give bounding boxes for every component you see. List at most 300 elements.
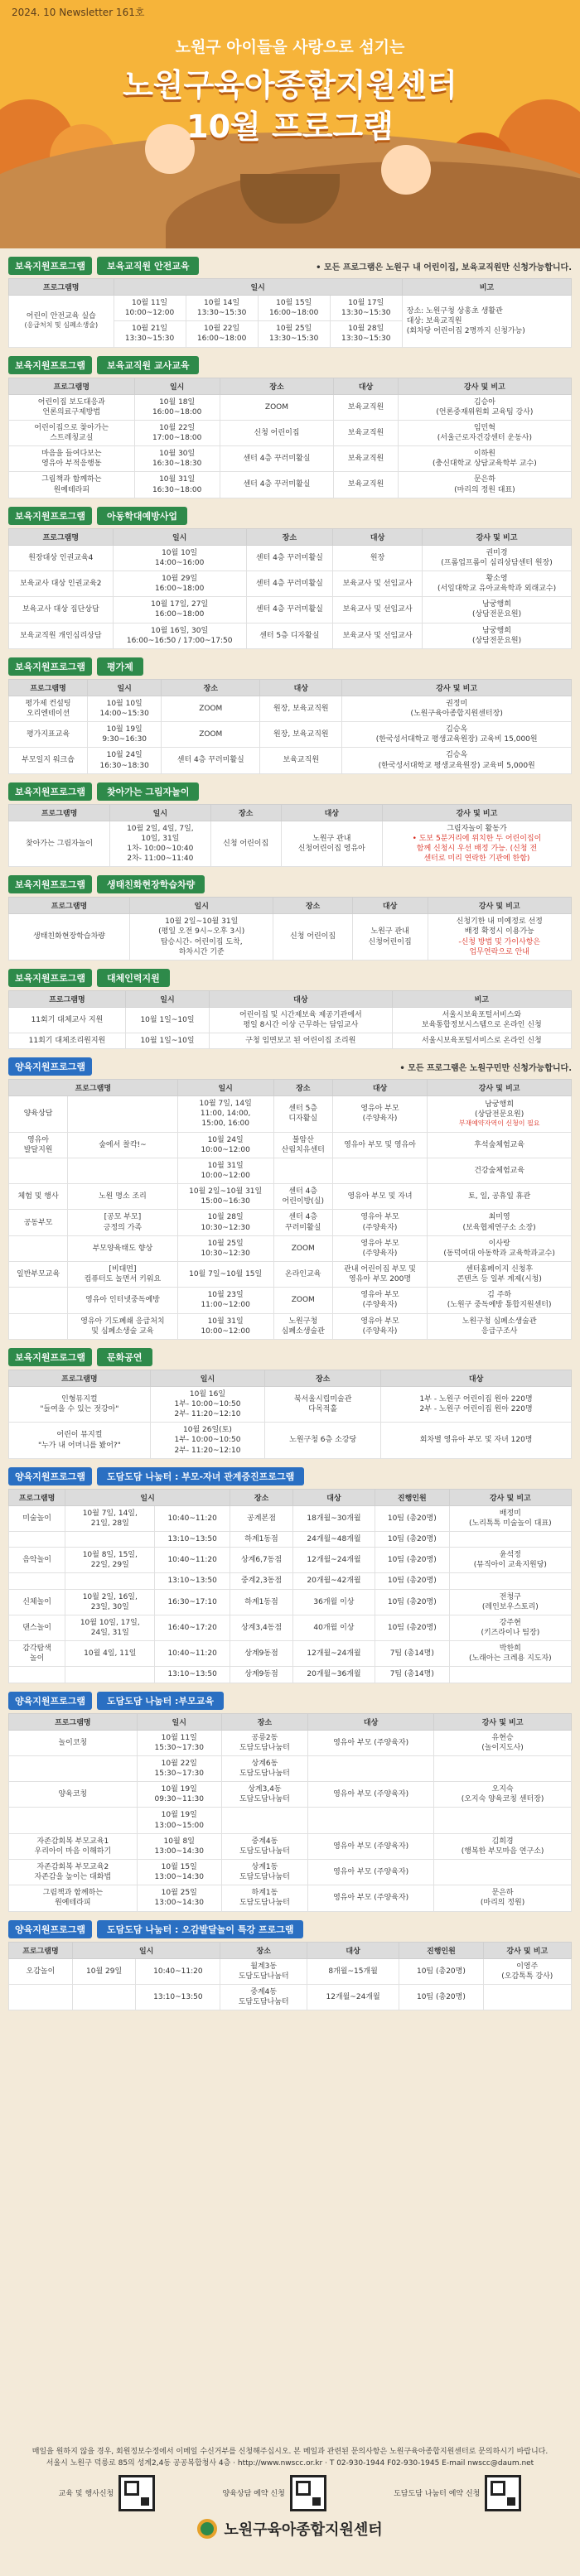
section-tag: 보육지원프로그램 bbox=[8, 507, 92, 525]
table-cell: 보육교직원 bbox=[334, 394, 399, 420]
table-row bbox=[9, 1589, 572, 1615]
table-cell: [비대면] 컴퓨터도 놀면서 키워요 bbox=[68, 1262, 177, 1288]
section-tag: 양육지원프로그램 bbox=[8, 1057, 92, 1076]
table-cell: 영유아 부모 (주양육자) bbox=[308, 1782, 434, 1808]
table-row bbox=[9, 1755, 572, 1781]
table-cell: 그림책과 함께하는 원예테라피 bbox=[9, 472, 135, 498]
table-cell: 마음을 들여다보는 영유아 부적응행동 bbox=[9, 446, 135, 472]
table-cell bbox=[332, 1158, 427, 1183]
table-cell: 건강숲체험교육 bbox=[428, 1158, 572, 1183]
table-cell: 13:10~13:50 bbox=[155, 1667, 230, 1683]
table-cell bbox=[9, 1313, 68, 1339]
column-header: 강사 및 비고 bbox=[398, 378, 571, 394]
section-tag: 양육지원프로그램 bbox=[8, 1920, 92, 1938]
table-row bbox=[9, 1184, 572, 1210]
qr-code-icon[interactable] bbox=[485, 2475, 521, 2511]
table-cell: 어린이 뮤지컬 "누가 내 어머니를 봤어?" bbox=[9, 1423, 151, 1458]
table-cell: 보육교직원 bbox=[260, 748, 342, 773]
table-cell: 보육교직원 bbox=[334, 472, 399, 498]
table-cell: 체험 및 행사 bbox=[9, 1184, 68, 1210]
table-cell: 놀이코칭 bbox=[9, 1730, 138, 1755]
section-tag: 보육지원프로그램 bbox=[8, 875, 92, 893]
table-cell: 13:10~13:50 bbox=[136, 1984, 220, 2010]
table-cell: 16:40~17:20 bbox=[155, 1615, 230, 1640]
table-row bbox=[9, 1782, 572, 1808]
table-cell: 하계1동 도담도담나눔터 bbox=[221, 1885, 307, 1911]
table-cell: 북서울시립미술관 다목적홀 bbox=[265, 1386, 381, 1422]
section-tag: 양육지원프로그램 bbox=[8, 1467, 92, 1485]
hero-month-title: 10월 프로그램 bbox=[186, 108, 394, 145]
column-header: 프로그램명 bbox=[9, 279, 114, 296]
footer-contact: 서울시 노원구 덕릉로 85의 성계2,4동 공공복합청사 4층 · http://www.nwscc.or.kr · T 02-930-1944 F02-930-1945 E-mail nwscc@daum.net bbox=[46, 2459, 534, 2468]
table-cell: 보육교사 대상 집단상담 bbox=[9, 597, 114, 623]
footer-notice: 매일을 원하지 않을 경우, 회원정보수정에서 이메일 수신거부를 신청해주십시오. 본 메일과 관련된 문의사항은 노원구육아종합지원센터로 문의하시기 바랍니다. bbox=[31, 2448, 549, 2456]
program-table: 프로그램명 일시 장소 대상 진행인원 강사 및 비고 미술놀이 10월 7일, 14일, 21일, 28일 10:40~11:20 공계본점 18개월~30개월 10팀 (총20명) 배정미 (노리톡톡 미술놀이 대표) 13:10~13:50 하계1동점 24개월~48개월 10팀 (총20명) 음악놀이 10월 8일, 15일, 22일, 29일 10:40~11:20 상계6,7동점 12개월~24개월 10팀 (총20명) 윤석정 (뮤직아이 교육지원당) 13:10~13:50 중계2,3동점 20개월~42개월 10팀 (총20명) 신체놀이 10월 2일, 16일, 23일, 30일 16:30~17:10 하계1동점 36개월 이상 10팀 (총20명) 전청구 (레인보우스토리) 댄스놀이 10월 10일, 17일, 24일, 31일 16:40~17:20 상계3,4동점 40개월 이상 10팀 (총20명) 강주현 (키즈라이나 팀장) 감각탐색 놀이 10월 4일, 11일 10:40~11:20 상계9동점 12개월~24개월 7팀 (총14명) 박한희 (노래아는 크레용 지도자) 13:10~13:50 상계9동점 20개월~36개월 7팀 (총14명) bbox=[8, 1489, 572, 1683]
table-cell: 10팀 (총20명) bbox=[399, 1958, 483, 1984]
section-tag: 보육지원프로그램 bbox=[8, 969, 92, 987]
table-cell: 영유아 부모 및 자녀 bbox=[332, 1184, 427, 1210]
table-cell: 10:40~11:20 bbox=[155, 1548, 230, 1573]
table-cell bbox=[68, 1096, 177, 1132]
table-cell: 10월 25일 10:30~12:30 bbox=[177, 1235, 273, 1261]
section-tag: 보육지원프로그램 bbox=[8, 257, 92, 275]
table-cell: 김승옥 (한국성서대학교 평생교육원장) 교육비 15,000원 bbox=[342, 722, 572, 748]
table-cell: 회차별 영유아 부모 및 자녀 120명 bbox=[381, 1423, 572, 1458]
table-cell: 자존감회복 부모교육1 우리아이 마음 이해하기 bbox=[9, 1833, 138, 1859]
table-cell: 윤석정 (뮤직아이 교육지원당) bbox=[449, 1548, 571, 1573]
table-cell: 공계본점 bbox=[230, 1505, 292, 1531]
table-cell: 상계3,4동점 bbox=[230, 1615, 292, 1640]
table-row bbox=[9, 1505, 572, 1531]
column-header: 프로그램명 bbox=[9, 378, 135, 394]
table-cell: 노원 명소 조리 bbox=[68, 1184, 177, 1210]
table-row bbox=[9, 446, 572, 472]
table-cell: 20개월~36개월 bbox=[293, 1667, 375, 1683]
table-row bbox=[9, 1885, 572, 1911]
table-cell: 센터 4층 꾸러미활실 bbox=[220, 446, 334, 472]
table-cell: 김승옥 (한국성서대학교 평생교육원장) 교육비 5,000원 bbox=[342, 748, 572, 773]
table-cell: 보육교사 대상 인권교육2 bbox=[9, 571, 114, 596]
table-cell: 10팀 (총20명) bbox=[375, 1505, 449, 1531]
table-cell: 10월 18일 16:00~18:00 bbox=[134, 394, 220, 420]
table-cell: ZOOM bbox=[273, 1235, 332, 1261]
newsletter-issue: 2024. 10 Newsletter 161호 bbox=[12, 7, 145, 18]
footer bbox=[0, 2443, 580, 2576]
table-cell bbox=[308, 1755, 434, 1781]
table-row bbox=[9, 545, 572, 571]
table-row bbox=[9, 1808, 572, 1833]
table-cell: 이사랑 (동덕여대 아동학과 교육학과교수) bbox=[428, 1235, 572, 1261]
table-cell: 12개월~24개월 bbox=[307, 1984, 399, 2010]
table-cell: 10월 17일, 27일 16:00~18:00 bbox=[113, 597, 246, 623]
section-title: 생태친화현장학습차량 bbox=[97, 875, 205, 893]
table-cell: 영유아 부모 (주양육자) bbox=[308, 1833, 434, 1859]
table-cell: 신체놀이 bbox=[9, 1589, 65, 1615]
table-cell bbox=[9, 1532, 65, 1548]
table-cell: 10팀 (총20명) bbox=[375, 1589, 449, 1615]
table-cell: 온라인교육 bbox=[273, 1262, 332, 1288]
table-cell: 그림책과 함께하는 원예테라피 bbox=[9, 1885, 138, 1911]
table-cell: 영유아 기도폐쇄 응급처치 및 심폐소생술 교육 bbox=[68, 1313, 177, 1339]
table-cell bbox=[483, 1984, 571, 2010]
table-row bbox=[9, 1033, 572, 1049]
table-row bbox=[9, 472, 572, 498]
column-header: 비고 bbox=[402, 279, 571, 296]
section-note: • 모든 프로그램은 노원구 내 어린이집, 보육교직원만 신청가능합니다. bbox=[316, 262, 572, 272]
table-cell bbox=[65, 1667, 155, 1683]
table-cell: 어린이집으로 찾아가는 스트레칭교실 bbox=[9, 420, 135, 445]
table-cell: 센터 4층 꾸러미활실 bbox=[246, 571, 332, 596]
table-cell bbox=[9, 1808, 138, 1833]
table-cell: 센터 5층 디자활실 bbox=[273, 1096, 332, 1132]
table-cell: 양육상담 bbox=[9, 1096, 68, 1132]
section-title: 찾아가는 그림자놀이 bbox=[97, 782, 199, 801]
table-row bbox=[9, 1210, 572, 1235]
table-cell: 상계9동점 bbox=[230, 1641, 292, 1667]
center-logo bbox=[0, 2518, 580, 2540]
table-cell: 이영주 (오감톡톡 강사) bbox=[483, 1958, 571, 1984]
column-header: 일시 bbox=[114, 279, 402, 296]
table-cell: 공릉2동 도담도담나눔터 bbox=[221, 1730, 307, 1755]
table-row bbox=[9, 1096, 572, 1132]
table-cell: 중계4동 도담도담나눔터 bbox=[220, 1984, 307, 2010]
table-cell: 보육교직원 bbox=[334, 420, 399, 445]
table-cell: 10월 15일 13:00~14:30 bbox=[137, 1859, 221, 1885]
table-cell bbox=[449, 1667, 571, 1683]
table-cell: 영유아 부모 (주양육자) bbox=[332, 1096, 427, 1132]
table-row bbox=[9, 623, 572, 648]
table-row bbox=[9, 1833, 572, 1859]
table-cell: 센터 4층 꾸러미활실 bbox=[246, 597, 332, 623]
section-title: 도담도담 나눔터 :부모교육 bbox=[97, 1692, 224, 1710]
table-cell: 영유아 부모 (주양육자) bbox=[332, 1235, 427, 1261]
table-cell: 18개월~30개월 bbox=[293, 1505, 375, 1531]
table-cell: 센터 5층 디자활실 bbox=[246, 623, 332, 648]
table-row bbox=[9, 1132, 572, 1158]
section-tag: 보육지원프로그램 bbox=[8, 782, 92, 801]
hero-banner bbox=[0, 0, 580, 248]
table-cell: 10월 16일, 30일 16:00~16:50 / 17:00~17:50 bbox=[113, 623, 246, 648]
section-substitute-staff bbox=[8, 969, 572, 1049]
table-cell: 10팀 (총20명) bbox=[375, 1573, 449, 1589]
table-cell: 인형뮤지컬 "들여을 수 있는 젓강아" bbox=[9, 1386, 151, 1422]
table-cell bbox=[65, 1532, 155, 1548]
section-title: 평가제 bbox=[97, 657, 143, 676]
table-cell: 오지숙 (오지숙 양육코칭 센터장) bbox=[434, 1782, 572, 1808]
table-cell: 중계4동 도담도담나눔터 bbox=[221, 1833, 307, 1859]
table-cell: 영유아 부모 (주양육자) bbox=[332, 1210, 427, 1235]
program-table: 프로그램명 일시 장소 대상 강사 및 비고 원장대상 인권교육4 10월 10일 14:00~16:00 센터 4층 꾸러미활실 원장 권미경 (프롬업프롬이 심리상담센터 원장) 보육교사 대상 인권교육2 10월 29일 16:00~18:00 센터 4층 꾸러미활실 보육교사 및 선임교사 황소영 (서일대학교 유아교육학과 외래교수) 보육교사 대상 집단상담 10월 17일, 27일 16:00~18:00 센터 4층 꾸러미활실 보육교사 및 선임교사 남궁행희 (상담전문요원) 보육교직원 개인심리상담 10월 16일, 30일 16:00~16:50 / 17:00~17:50 센터 5층 디자활실 보육교사 및 선임교사 남궁행희 (상담전문요원) bbox=[8, 528, 572, 649]
table-cell: 영유아 부모 (주양육자) bbox=[308, 1859, 434, 1885]
table-cell: 1부 - 노원구 어린이집 원아 220명 2부 - 노원구 어린이집 원아 220명 bbox=[381, 1386, 572, 1422]
table-cell: 11회기 대체교사 지원 bbox=[9, 1007, 126, 1033]
section-note: • 모든 프로그램은 노원구민만 신청가능합니다. bbox=[399, 1063, 572, 1073]
table-cell: 유현승 (놀이지도사) bbox=[434, 1730, 572, 1755]
section-tag: 보육지원프로그램 bbox=[8, 356, 92, 374]
table-cell: 10월 1일~10일 bbox=[125, 1033, 209, 1049]
table-cell: 10:40~11:20 bbox=[155, 1641, 230, 1667]
table-cell: 16:30~17:10 bbox=[155, 1589, 230, 1615]
table-cell: 10월 19일 9:30~16:30 bbox=[88, 722, 162, 748]
table-row bbox=[9, 1262, 572, 1288]
table-cell: 보육교사 및 선임교사 bbox=[333, 623, 423, 648]
table-cell: 10월 2일, 16일, 23일, 30일 bbox=[65, 1589, 155, 1615]
table-cell: 36개월 이상 bbox=[293, 1589, 375, 1615]
table-cell: 10월 29일 16:00~18:00 bbox=[113, 571, 246, 596]
table-row bbox=[9, 1667, 572, 1683]
column-header: 장소 bbox=[220, 378, 334, 394]
table-cell: ZOOM bbox=[220, 394, 334, 420]
table-cell: 20개월~42개월 bbox=[293, 1573, 375, 1589]
table-cell: 12개월~24개월 bbox=[293, 1548, 375, 1573]
table-cell: 8개월~15개월 bbox=[307, 1958, 399, 1984]
table-cell: 10월 22일 17:00~18:00 bbox=[134, 420, 220, 445]
table-cell: 영유아 부모 (주양육자) bbox=[308, 1885, 434, 1911]
table-cell: 김 주하 (노원구 중독예방 통합지원센터) bbox=[428, 1288, 572, 1313]
program-table bbox=[8, 278, 572, 348]
section-evaluation bbox=[8, 657, 572, 774]
table-cell: 10월 1일~10일 bbox=[125, 1007, 209, 1033]
table-row bbox=[9, 420, 572, 445]
table-cell bbox=[68, 1158, 177, 1183]
program-table: 프로그램명 일시 대상 비고 11회기 대체교사 지원 10월 1일~10일 어린이집 및 시간제보육 제공기관에서 평일 8시간 이상 근무하는 담임교사 서울시보육포털서비스와 보육통합정보시스템으로 온라인 신청 11회기 대체조리원지원 10월 1일~10일 구청 임면보고 된 어린이집 조리원 서울시보육포털서비스로 온라인 신청 bbox=[8, 990, 572, 1049]
table-cell: 노원구청 심폐소생술관 응급구조사 bbox=[428, 1313, 572, 1339]
table-cell: 문은하 (마리의 정원) bbox=[434, 1885, 572, 1911]
section-title: 도담도담 나눔터 : 오감발달놀이 특강 프로그램 bbox=[97, 1920, 303, 1938]
table-cell: 전청구 (레인보우스토리) bbox=[449, 1589, 571, 1615]
table-cell: 10월 16일 1부- 10:00~10:50 2부- 11:20~12:10 bbox=[150, 1386, 264, 1422]
program-table: 프로그램명 일시 장소 대상 강사 및 비고 양육상담 10월 7일, 14일 11:00, 14:00, 15:00, 16:00 센터 5층 디자활실 영유아 부모 (주양육자) 남궁행희 (상담전문요원) 부재예약자역이 신청이 필요 영유아 발달지원 숲에서 찰칵!~ 10월 24일 10:00~12:00 불암산 산림치유센터 영유아 부모 및 영유아 후석숲체험교육 10월 31일 10:00~12:00 건강숲체험교육 체험 및 행사 노원 명소 조리 10월 2일~10월 31일 15:00~16:30 센터 4층 어린이방(실) 영유아 부모 및 자녀 토, 일, 공휴일 휴관 공동부모 [공모 부모] 긍정의 가족 10월 28일 10:30~12:30 센터 4층 꾸러미활실 영유아 부모 (주양육자) 최미영 (보육협제연구소 소장) 부모양육태도 향상 10월 25일 10:30~12:30 ZOOM 영유아 부모 (주양육자) 이사랑 (동덕여대 아동학과 교육학과교수) 일반부모교육 [비대면] 컴퓨터도 놀면서 키워요 10월 7일~10월 15일 온라인교육 관내 어린이집 부모 및 영유아 부모 200명 센터홈페이지 신청후 콘텐츠 등 일부 계제(시청) 영유아 인터넷중독예방 10월 23일 11:00~12:00 ZOOM 영유아 부모 (주양육자) 김 주하 (노원구 중독예방 통합지원센터) 영유아 기도폐쇄 응급처치 및 심폐소생술 교육 10월 31일 10:00~12:00 노원구청 심폐소생술관 영유아 부모 (주양육자) 노원구청 심폐소생술관 응급구조사 bbox=[8, 1079, 572, 1340]
table-cell: 13:10~13:50 bbox=[155, 1532, 230, 1548]
table-cell: 영유아 부모 (주양육자) bbox=[308, 1730, 434, 1755]
table-row bbox=[9, 1386, 572, 1422]
table-cell: 10월 31일 16:30~18:00 bbox=[134, 472, 220, 498]
table-cell: 최미영 (보육협제연구소 소장) bbox=[428, 1210, 572, 1235]
table-row bbox=[9, 1641, 572, 1667]
table-cell: 7팀 (총14명) bbox=[375, 1641, 449, 1667]
table-cell: 음악놀이 bbox=[9, 1548, 65, 1573]
table-cell: 문은하 (마리의 정원 대표) bbox=[398, 472, 571, 498]
section-child-abuse-prevention bbox=[8, 507, 572, 649]
table-cell: 10월 23일 11:00~12:00 bbox=[177, 1288, 273, 1313]
section-title: 보육교직원 교사교육 bbox=[97, 356, 199, 374]
table-cell bbox=[9, 1573, 65, 1589]
section-title: 대체인력지원 bbox=[97, 969, 170, 987]
table-cell: 센터 4층 꾸러미활실 bbox=[162, 748, 260, 773]
table-row bbox=[9, 722, 572, 748]
table-cell bbox=[9, 1667, 65, 1683]
table-cell: 7팀 (총14명) bbox=[375, 1667, 449, 1683]
table-cell: 구청 임면보고 된 어린이집 조리원 bbox=[210, 1033, 392, 1049]
table-cell bbox=[9, 1288, 68, 1313]
table-cell: ZOOM bbox=[273, 1288, 332, 1313]
table-cell: 상계6동 도담도담나눔터 bbox=[221, 1755, 307, 1781]
table-cell: 영유아 인터넷중독예방 bbox=[68, 1288, 177, 1313]
program-table: 프로그램명 일시 장소 대상 강사 및 비고 생태친화현장학습차량 10월 2일~10월 31일 (평일 오전 9시~오후 3시) 탑승시간- 어린이집 도착, 하차시간 기준 신청 어린이집 노원구 관내 신청어린이집 신청기한 내 미예정로 선정 배정 확정시 이용가능 -신청 방법 및 가이사항은 업무연락으로 안내 bbox=[8, 897, 572, 961]
table-cell bbox=[308, 1808, 434, 1833]
table-cell: 10월 10일, 17일, 24일, 31일 bbox=[65, 1615, 155, 1640]
program-table: 프로그램명 일시 장소 대상 강사 및 비고 놀이코칭 10월 11일 15:30~17:30 공릉2동 도담도담나눔터 영유아 부모 (주양육자) 유현승 (놀이지도사) 10월 22일 15:30~17:30 상계6동 도담도담나눔터 양육코칭 10월 19일 09:30~11:30 상계3,4동 도담도담나눔터 영유아 부모 (주양육자) 오지숙 (오지숙 양육코칭 센터장) 10월 19일 13:00~15:00 자존감회복 부모교육1 우리아이 마음 이해하기 10월 8일 13:00~14:30 중계4동 도담도담나눔터 영유아 부모 (주양육자) 김희경 (행복한 부모마음 연구소) 자존감회복 부모교육2 자존감을 높이는 대화법 10월 15일 13:00~14:30 상계1동 도담도담나눔터 영유아 부모 (주양육자) 그림책과 함께하는 원예테라피 10월 25일 13:00~14:30 하계1동 도담도담나눔터 영유아 부모 (주양육자) 문은하 (마리의 정원) bbox=[8, 1713, 572, 1912]
table-cell: ZOOM bbox=[162, 696, 260, 721]
table-cell: 센터 4층 꾸러미활실 bbox=[220, 472, 334, 498]
table-cell: 미술놀이 bbox=[9, 1505, 65, 1531]
table-cell: 보육교사 및 선임교사 bbox=[333, 571, 423, 596]
table-cell bbox=[221, 1808, 307, 1833]
table-cell: ZOOM bbox=[162, 722, 260, 748]
table-cell: 하계1동점 bbox=[230, 1532, 292, 1548]
hero-subtitle: 노원구 아이들을 사랑으로 섬기는 bbox=[175, 38, 405, 56]
table-cell: 10월 26일(토) 1부- 10:00~10:50 2부- 11:20~12:10 bbox=[150, 1423, 264, 1458]
table-cell: 부모일지 워크숍 bbox=[9, 748, 88, 773]
program-table: 프로그램명 일시 장소 대상 인형뮤지컬 "들여을 수 있는 젓강아" 10월 16일 1부- 10:00~10:50 2부- 11:20~12:10 북서울시립미술관 다목적홀 1부 - 노원구 어린이집 원아 220명 2부 - 노원구 어린이집 원아 220명 어린이 뮤지컬 "누가 내 어머니를 봤어?" 10월 26일(토) 1부- 10:00~10:50 2부- 11:20~12:10 노원구청 6층 소강당 회차별 영유아 부모 및 자녀 120명 bbox=[8, 1370, 572, 1459]
table-cell: 원장, 보육교직원 bbox=[260, 722, 342, 748]
table-cell: 10월 25일 13:00~14:30 bbox=[137, 1885, 221, 1911]
table-cell: 원장, 보육교직원 bbox=[260, 696, 342, 721]
section-tag: 보육지원프로그램 bbox=[8, 1348, 92, 1366]
table-cell: 보육교직원 bbox=[334, 446, 399, 472]
table-cell: 10월 19일 13:00~15:00 bbox=[137, 1808, 221, 1833]
table-cell: 남궁행희 (상담전문요원) bbox=[423, 597, 572, 623]
section-tag: 양육지원프로그램 bbox=[8, 1692, 92, 1710]
table-cell: 영유아 부모 (주양육자) bbox=[332, 1288, 427, 1313]
table-cell: 중계2,3동점 bbox=[230, 1573, 292, 1589]
table-cell bbox=[434, 1755, 572, 1781]
table-cell: 10팀 (총20명) bbox=[375, 1532, 449, 1548]
table-cell: 평가지표교육 bbox=[9, 722, 88, 748]
column-header: 대상 bbox=[334, 378, 399, 394]
table-cell: 상계3,4동 도담도담나눔터 bbox=[221, 1782, 307, 1808]
table-cell bbox=[449, 1532, 571, 1548]
table-row bbox=[9, 1615, 572, 1640]
table-cell: 10월 7일~10월 15일 bbox=[177, 1262, 273, 1288]
table-cell: 10월 2일~10월 31일 15:00~16:30 bbox=[177, 1184, 273, 1210]
table-row: 생태친화현장학습차량 10월 2일~10월 31일 (평일 오전 9시~오후 3시) 탑승시간- 어린이집 도착, 하차시간 기준 신청 어린이집 노원구 관내 신청어린이집 신청기한 내 미예정로 선정 배정 확정시 이용가능 -신청 방법 및 가이사항은 업무연락으로 안내 bbox=[9, 914, 572, 961]
table-cell: 숲에서 찰칵!~ bbox=[68, 1132, 177, 1158]
program-table: 프로그램명 일시 장소 대상 강사 및 비고 평가제 컨설팅 오리엔테이션 10월 10일 14:00~15:30 ZOOM 원장, 보육교직원 권정미 (노원구육아종합지원센터장) 평가지표교육 10월 19일 9:30~16:30 ZOOM 원장, 보육교직원 김승옥 (한국성서대학교 평생교육원장) 교육비 15,000원 부모일지 워크숍 10월 24일 16:30~18:30 센터 4층 꾸러미활실 보육교직원 김승옥 (한국성서대학교 평생교육원장) 교육비 5,000원 bbox=[8, 679, 572, 774]
table-cell: 영유아 부모 (주양육자) bbox=[332, 1313, 427, 1339]
table-cell: 부모양육태도 향상 bbox=[68, 1235, 177, 1261]
table-cell: 센터 4층 어린이방(실) bbox=[273, 1184, 332, 1210]
table-cell: 상계6,7동점 bbox=[230, 1548, 292, 1573]
table-cell: 어린이집 및 시간제보육 제공기관에서 평일 8시간 이상 근무하는 담임교사 bbox=[210, 1007, 392, 1033]
table-cell: 공동부모 bbox=[9, 1210, 68, 1235]
table-cell: 10월 11일 15:30~17:30 bbox=[137, 1730, 221, 1755]
qr-code-icon[interactable] bbox=[290, 2475, 326, 2511]
table-cell: 서울시보육포털서비스로 온라인 신청 bbox=[392, 1033, 571, 1049]
table-cell bbox=[9, 1158, 68, 1183]
table-cell: 10월 31일 10:00~12:00 bbox=[177, 1313, 273, 1339]
table-cell bbox=[72, 1984, 135, 2010]
table-row bbox=[9, 1313, 572, 1339]
child-illustration bbox=[381, 145, 431, 195]
table-cell: 임민혁 (서울근로자건강센터 운동사) bbox=[398, 420, 571, 445]
table-row bbox=[9, 1958, 572, 1984]
table-cell: 영유아 부모 및 영유아 bbox=[332, 1132, 427, 1158]
table-cell: 10팀 (총20명) bbox=[375, 1615, 449, 1640]
table-cell: 하계1동점 bbox=[230, 1589, 292, 1615]
table-cell: 센터홈페이지 신청후 콘텐츠 등 일부 계제(시청) bbox=[428, 1262, 572, 1288]
table-cell: 원장 bbox=[333, 545, 423, 571]
table-cell: 영유아 발달지원 bbox=[9, 1132, 68, 1158]
table-cell: 어린이집 보도대응과 언론의료구제방법 bbox=[9, 394, 135, 420]
table-cell: 10월 7일, 14일 11:00, 14:00, 15:00, 16:00 bbox=[177, 1096, 273, 1132]
table-cell: 상계9동점 bbox=[230, 1667, 292, 1683]
table-cell: 관내 어린이집 부모 및 영유아 부모 200명 bbox=[332, 1262, 427, 1288]
section-teacher-education bbox=[8, 356, 572, 498]
section-title: 보육교직원 안전교육 bbox=[97, 257, 199, 275]
table-row bbox=[9, 571, 572, 596]
table-cell: 보육교사 및 선임교사 bbox=[333, 597, 423, 623]
table-cell: 이하원 (충신대학교 상담교육학부 교수) bbox=[398, 446, 571, 472]
table-cell bbox=[434, 1808, 572, 1833]
section-field-trip-bus bbox=[8, 875, 572, 961]
table-cell: 양육코칭 bbox=[9, 1782, 138, 1808]
table-cell: 신청 어린이집 bbox=[220, 420, 334, 445]
table-row bbox=[9, 696, 572, 721]
table-cell bbox=[9, 1755, 138, 1781]
qr-label: 도담도담 나눔터 예약 신청 bbox=[394, 2490, 481, 2499]
section-parent-child-program bbox=[8, 1467, 572, 1683]
section-title: 아동학대예방사업 bbox=[97, 507, 187, 525]
column-header: 일시 bbox=[134, 378, 220, 394]
table-cell: 월계3동 도담도담나눔터 bbox=[220, 1958, 307, 1984]
table-row bbox=[9, 1984, 572, 2010]
table-row bbox=[9, 1730, 572, 1755]
table-cell: 10월 19일 09:30~11:30 bbox=[137, 1782, 221, 1808]
table-cell: 감각탐색 놀이 bbox=[9, 1641, 65, 1667]
table-cell: 10월 22일 15:30~17:30 bbox=[137, 1755, 221, 1781]
table-cell bbox=[65, 1573, 155, 1589]
table-cell: 12개월~24개월 bbox=[293, 1641, 375, 1667]
logo-text: 노원구육아종합지원센터 bbox=[224, 2521, 383, 2539]
table-cell: 자존감회복 부모교육2 자존감을 높이는 대화법 bbox=[9, 1859, 138, 1885]
table-cell bbox=[434, 1859, 572, 1885]
table-cell: 10월 7일, 14일, 21일, 28일 bbox=[65, 1505, 155, 1531]
table-row bbox=[9, 1532, 572, 1548]
table-cell: 10팀 (총20명) bbox=[399, 1984, 483, 2010]
table-row bbox=[9, 1288, 572, 1313]
qr-code-icon[interactable] bbox=[118, 2475, 155, 2511]
table-row bbox=[9, 597, 572, 623]
table-cell: 13:10~13:50 bbox=[155, 1573, 230, 1589]
table-cell: 권미경 (프롬업프롬이 심리상담센터 원장) bbox=[423, 545, 572, 571]
table-cell: 10월 8일 13:00~14:30 bbox=[137, 1833, 221, 1859]
table-cell: 10월 30일 16:30~18:30 bbox=[134, 446, 220, 472]
table-cell: 토, 일, 공휴일 휴관 bbox=[428, 1184, 572, 1210]
qr-label: 양육상담 예약 신청 bbox=[222, 2490, 285, 2499]
table-cell: 10:40~11:20 bbox=[136, 1958, 220, 1984]
program-table bbox=[8, 378, 572, 498]
table-cell: 10월 10일 14:00~16:00 bbox=[113, 545, 246, 571]
table-cell: 평가제 컨설팅 오리엔테이션 bbox=[9, 696, 88, 721]
table-cell: 원장대상 인권교육4 bbox=[9, 545, 114, 571]
table-cell bbox=[273, 1158, 332, 1183]
table-cell: 서울시보육포털서비스와 보육통합정보시스템으로 온라인 신청 bbox=[392, 1007, 571, 1033]
section-safety-education bbox=[8, 257, 572, 348]
table-cell bbox=[9, 1984, 73, 2010]
table-row: 10월 21일 13:30~15:30 10월 22일 16:00~18:00 10월 25일 13:30~15:30 10월 28일 13:30~15:30 bbox=[9, 321, 572, 347]
program-table: 프로그램명 일시 장소 대상 진행인원 강사 및 비고 오감놀이 10월 29일 10:40~11:20 월계3동 도담도담나눔터 8개월~15개월 10팀 (총20명) 이영주 (오감톡톡 강사) 13:10~13:50 중계4동 도담도담나눔터 12개월~24개월 10팀 (총20명) bbox=[8, 1942, 572, 2011]
table-cell: 남궁행희 (상담전문요원) bbox=[423, 623, 572, 648]
table-cell: 황소영 (서일대학교 유아교육학과 외래교수) bbox=[423, 571, 572, 596]
table-cell: 보육교직원 개인심리상담 bbox=[9, 623, 114, 648]
table-cell: 댄스놀이 bbox=[9, 1615, 65, 1640]
table-cell: 10월 4일, 11일 bbox=[65, 1641, 155, 1667]
section-shadow-play bbox=[8, 782, 572, 868]
table-cell bbox=[449, 1573, 571, 1589]
section-parent-education bbox=[8, 1692, 572, 1912]
table-cell: 일반부모교육 bbox=[9, 1262, 68, 1288]
